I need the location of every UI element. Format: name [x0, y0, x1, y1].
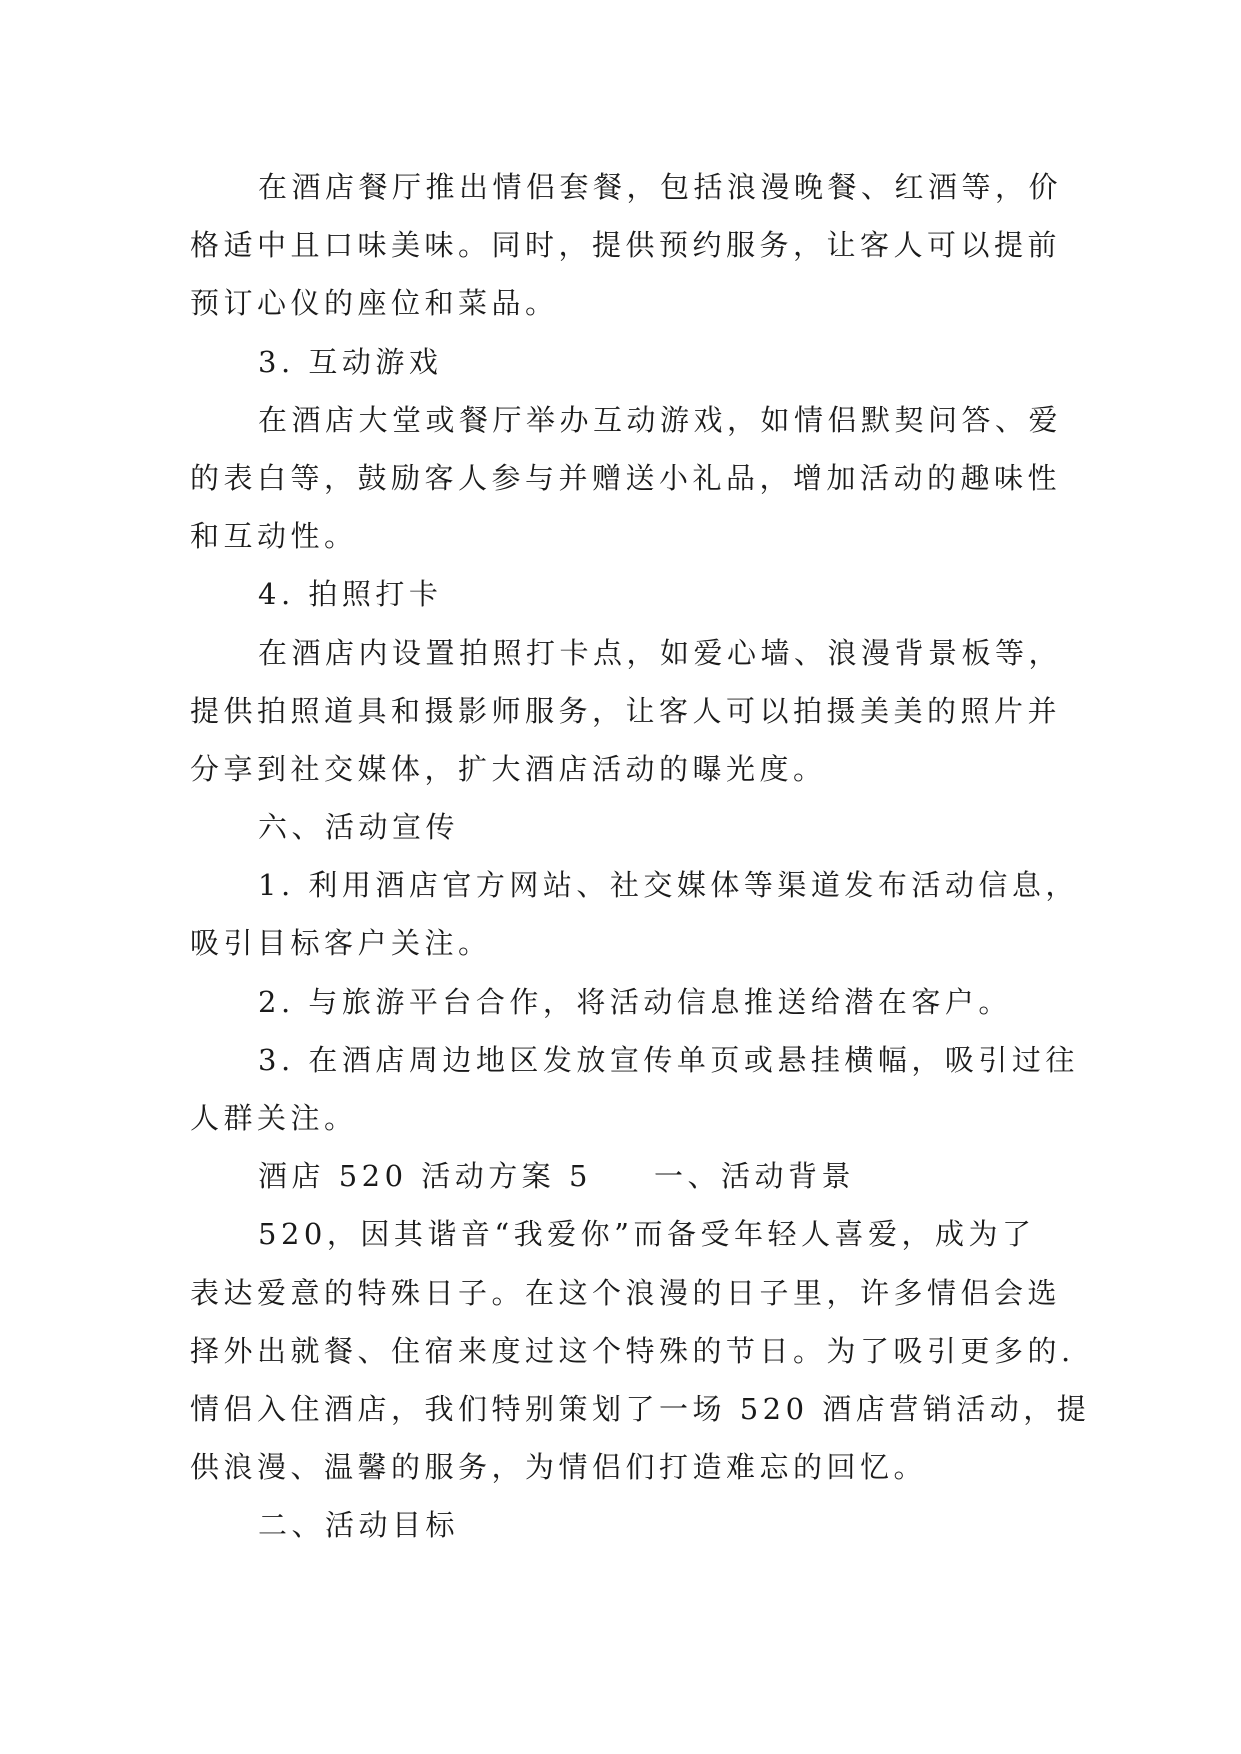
paragraph-line: 表达爱意的特殊日子。在这个浪漫的日子里，许多情侣会选 [190, 1275, 1062, 1310]
paragraph-line: 和互动性。 [190, 519, 358, 554]
paragraph-line: 格适中且口味美味。同时，提供预约服务，让客人可以提前 [190, 228, 1062, 263]
paragraph-line: 供浪漫、温馨的服务，为情侣们打造难忘的回忆。 [190, 1450, 928, 1485]
paragraph-line: 吸引目标客户关注。 [190, 926, 492, 961]
paragraph-line: 2. 与旅游平台合作，将活动信息推送给潜在客户。 [258, 984, 1012, 1019]
paragraph-line: 3. 在酒店周边地区发放宣传单页或悬挂横幅，吸引过往 [258, 1042, 1079, 1077]
paragraph-line: 的表白等，鼓励客人参与并赠送小礼品，增加活动的趣味性 [190, 460, 1062, 495]
document-title-line [190, 1147, 1060, 1205]
section-heading: 4. 拍照打卡 [258, 577, 443, 612]
section-heading: 3. 互动游戏 [258, 344, 443, 379]
section-heading: 一、活动背景 [653, 1159, 855, 1194]
paragraph-line: 在酒店餐厅推出情侣套餐，包括浪漫晚餐、红酒等，价 [258, 170, 1063, 204]
paragraph-line: 提供拍照道具和摄影师服务，让客人可以拍摄美美的照片并 [190, 693, 1062, 728]
paragraph-line: 分享到社交媒体，扩大酒店活动的曝光度。 [190, 751, 827, 786]
section-heading: 六、活动宣传 [258, 810, 460, 845]
paragraph-line: 人群关注。 [190, 1101, 358, 1135]
paragraph-line: 择外出就餐、住宿来度过这个特殊的节日。为了吸引更多的. [190, 1333, 1075, 1368]
paragraph-line: 1. 利用酒店官方网站、社交媒体等渠道发布活动信息， [258, 868, 1079, 903]
paragraph-line: 预订心仪的座位和菜品。 [190, 286, 559, 321]
document-body [190, 158, 1091, 1555]
paragraph-line: 在酒店大堂或餐厅举办互动游戏，如情侣默契问答、爱 [258, 402, 1063, 437]
paragraph-line: 在酒店内设置拍照打卡点，如爱心墙、浪漫背景板等， [258, 635, 1063, 670]
section-heading: 二、活动目标 [258, 1508, 460, 1543]
document-title: 酒店 520 活动方案 5 [258, 1159, 592, 1194]
paragraph-line: 520，因其谐音“我爱你”而备受年轻人喜爱，成为了 [258, 1217, 1036, 1252]
paragraph-line: 情侣入住酒店，我们特别策划了一场 520 酒店营销活动，提 [190, 1391, 1091, 1426]
